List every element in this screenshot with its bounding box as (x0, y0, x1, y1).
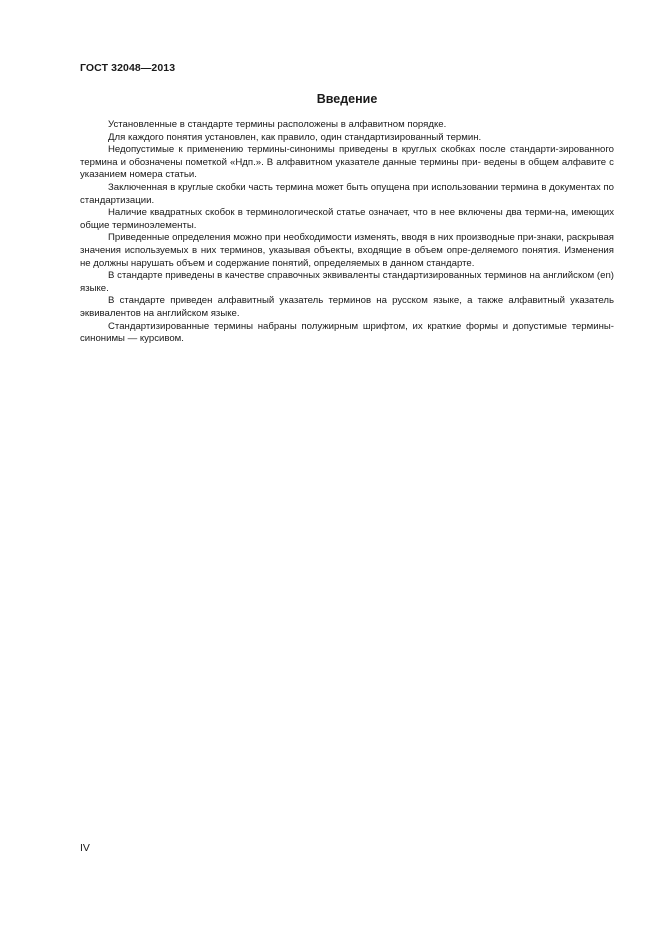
paragraph-line: В стандарте приведен алфавитный указатель терминов на русском языке, а также алфавитный (108, 295, 565, 307)
paragraph-line: данном стандарте. (390, 257, 475, 269)
introduction-body (80, 119, 614, 346)
paragraph-8 (80, 295, 614, 320)
paragraph-line: зированного термина и обозначены пометкой «Ндп.». В алфавитном указателе данные термины при- (80, 144, 614, 168)
paragraph-line: в документах по стандартизации. (80, 181, 614, 206)
paragraph-line: В стандарте приведены в качестве справочных эквиваленты стандартизированных терминов на (108, 270, 541, 282)
paragraph-line: деляемого понятия. Изменения не должны нарушать объем и содержание понятий, определяемых в (80, 244, 614, 269)
paragraph-1 (80, 119, 614, 132)
paragraph-7 (80, 270, 614, 295)
paragraph-line: на, имеющих общие терминоэлементы. (80, 207, 615, 231)
paragraph-line: термины-синонимы — курсивом. (80, 320, 614, 345)
paragraph-line: английском (en) языке. (80, 270, 614, 294)
paragraph-5 (80, 207, 614, 232)
paragraph-line: указатель эквивалентов на английском языке. (80, 295, 614, 319)
paragraph-4 (80, 182, 614, 207)
paragraph-line: Заключенная в круглые скобки часть термина может быть опущена при использовании термина (108, 181, 539, 193)
paragraph-line: Для каждого понятия установлен, как правило, один стандартизированный термин. (108, 131, 482, 143)
paragraph-6 (80, 232, 614, 270)
paragraph-line: Стандартизированные термины набраны полужирным шрифтом, их краткие формы и допустимые (108, 320, 567, 332)
paragraph-9 (80, 321, 614, 346)
paragraph-line: Установленные в стандарте термины расположены в алфавитном порядке. (108, 119, 447, 130)
paragraph-3 (80, 144, 614, 182)
document-header: ГОСТ 32048—2013 (80, 62, 176, 74)
paragraph-line: ведены в общем алфавите с указанием номера статьи. (80, 156, 614, 181)
paragraph-line: знаки, раскрывая значения используемых в них терминов, указывая объекты, входящие в объем опре- (80, 232, 614, 256)
paragraph-line: Наличие квадратных скобок в терминологической статье означает, что в нее включены два терми- (108, 207, 556, 219)
section-title: Введение (316, 92, 378, 106)
paragraph-line: Приведенные определения можно при необходимости изменять, вводя в них производные при- (108, 232, 537, 244)
page-number: IV (80, 842, 90, 854)
paragraph-2 (80, 132, 614, 145)
paragraph-line: Недопустимые к применению термины-синонимы приведены в круглых скобках после стандарти- (108, 144, 559, 156)
